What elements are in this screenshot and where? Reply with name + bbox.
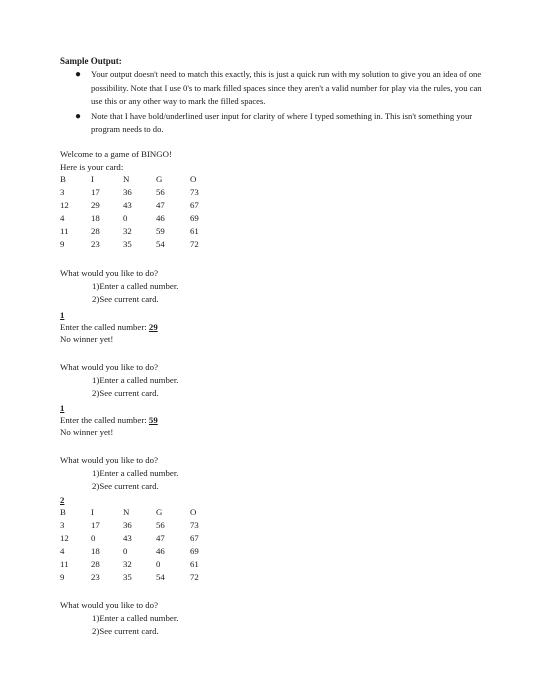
no-winner-line: No winner yet!	[60, 334, 114, 344]
enter-number-prompt: Enter the called number:	[60, 415, 149, 425]
card-cell: 56	[156, 520, 165, 530]
card-cell: 11	[60, 559, 69, 569]
card-cell: 46	[156, 213, 165, 223]
menu-option-2: 2)See current card.	[92, 626, 159, 636]
card-cell: 18	[91, 546, 100, 556]
card-cell: 3	[60, 520, 65, 530]
menu-option-2: 2)See current card.	[92, 388, 159, 398]
your-card-line: Here is your card:	[60, 162, 124, 172]
header-cell: I	[91, 174, 94, 184]
card-cell: 67	[190, 533, 199, 543]
card-cell: 43	[123, 533, 132, 543]
card-cell: 11	[60, 226, 69, 236]
menu-option-1: 1)Enter a called number.	[92, 613, 179, 623]
user-input-number: 59	[148, 415, 158, 425]
card-cell: 36	[123, 187, 132, 197]
header-cell: G	[156, 507, 163, 517]
card-cell: 9	[60, 239, 65, 249]
card-cell: 29	[91, 200, 100, 210]
card-cell: 47	[156, 200, 165, 210]
enter-number-line	[60, 414, 158, 426]
card-cell: 35	[123, 572, 132, 582]
enter-number-line	[60, 321, 158, 333]
card-cell: 17	[91, 187, 100, 197]
card-cell: 54	[156, 572, 165, 582]
card-cell: 4	[60, 213, 65, 223]
card-cell: 72	[190, 239, 199, 249]
enter-number-prompt: Enter the called number:	[60, 322, 149, 332]
welcome-line: Welcome to a game of BINGO!	[60, 149, 172, 159]
note-item	[75, 110, 495, 137]
card-cell: 69	[190, 546, 199, 556]
menu-prompt: What would you like to do?	[60, 600, 158, 610]
user-input-choice: 1	[60, 403, 65, 413]
card-cell: 23	[91, 572, 100, 582]
menu-option-1: 1)Enter a called number.	[92, 281, 179, 291]
header-cell: I	[91, 507, 94, 517]
menu-prompt: What would you like to do?	[60, 362, 158, 372]
card-cell: 54	[156, 239, 165, 249]
user-input-choice: 2	[60, 495, 65, 505]
user-input-number: 29	[148, 322, 158, 332]
no-winner-line: No winner yet!	[60, 427, 114, 437]
menu-prompt: What would you like to do?	[60, 455, 158, 465]
note-text: Note that I have bold/underlined user input for clarity of where I typed something in. This isn't something your program needs to do.	[91, 110, 473, 135]
user-input-choice: 1	[60, 310, 65, 320]
header-cell: N	[123, 174, 130, 184]
card-cell: 0	[123, 546, 128, 556]
card-cell: 32	[123, 559, 132, 569]
card-cell: 43	[123, 200, 132, 210]
card-cell: 73	[190, 187, 199, 197]
card-cell: 56	[156, 187, 165, 197]
header-cell: O	[190, 507, 197, 517]
note-text: Your output doesn't need to match this exactly, this is just a quick run with my solution to give you an idea of one possibility. Note that I use 0's to mark filled spaces since they aren't a valid number for play via the rules, you can use this or any other way to mark the filled spaces.	[91, 69, 482, 107]
menu-option-1: 1)Enter a called number.	[92, 375, 179, 385]
card-cell: 0	[91, 533, 96, 543]
card-cell: 36	[123, 520, 132, 530]
card-cell: 35	[123, 239, 132, 249]
card-cell: 4	[60, 546, 65, 556]
menu-option-2: 2)See current card.	[92, 481, 159, 491]
header-cell: O	[190, 174, 197, 184]
card-cell: 47	[156, 533, 165, 543]
menu-option-2: 2)See current card.	[92, 294, 159, 304]
card-cell: 61	[190, 226, 199, 236]
card-cell: 18	[91, 213, 100, 223]
card-cell: 61	[190, 559, 199, 569]
card-cell: 12	[60, 200, 69, 210]
card-cell: 73	[190, 520, 199, 530]
card-cell: 3	[60, 187, 65, 197]
card-cell: 67	[190, 200, 199, 210]
header-cell: B	[60, 507, 66, 517]
card-cell: 23	[91, 239, 100, 249]
bullet-icon: ●	[75, 69, 82, 80]
header-cell: N	[123, 507, 130, 517]
notes-list	[75, 68, 495, 138]
card-cell: 69	[190, 213, 199, 223]
bullet-icon: ●	[75, 110, 82, 122]
card-cell: 28	[91, 226, 100, 236]
header-cell: B	[60, 174, 66, 184]
card-cell: 46	[156, 546, 165, 556]
menu-prompt: What would you like to do?	[60, 268, 158, 278]
card-cell: 12	[60, 533, 69, 543]
card-cell: 59	[156, 226, 165, 236]
card-cell: 17	[91, 520, 100, 530]
card-cell: 72	[190, 572, 199, 582]
menu-option-1: 1)Enter a called number.	[92, 468, 179, 478]
note-item	[75, 68, 495, 109]
sample-output-heading: Sample Output:	[60, 56, 122, 66]
card-cell: 0	[123, 213, 128, 223]
card-cell: 28	[91, 559, 100, 569]
card-cell: 0	[156, 559, 161, 569]
header-cell: G	[156, 174, 163, 184]
card-cell: 32	[123, 226, 132, 236]
card-cell: 9	[60, 572, 65, 582]
